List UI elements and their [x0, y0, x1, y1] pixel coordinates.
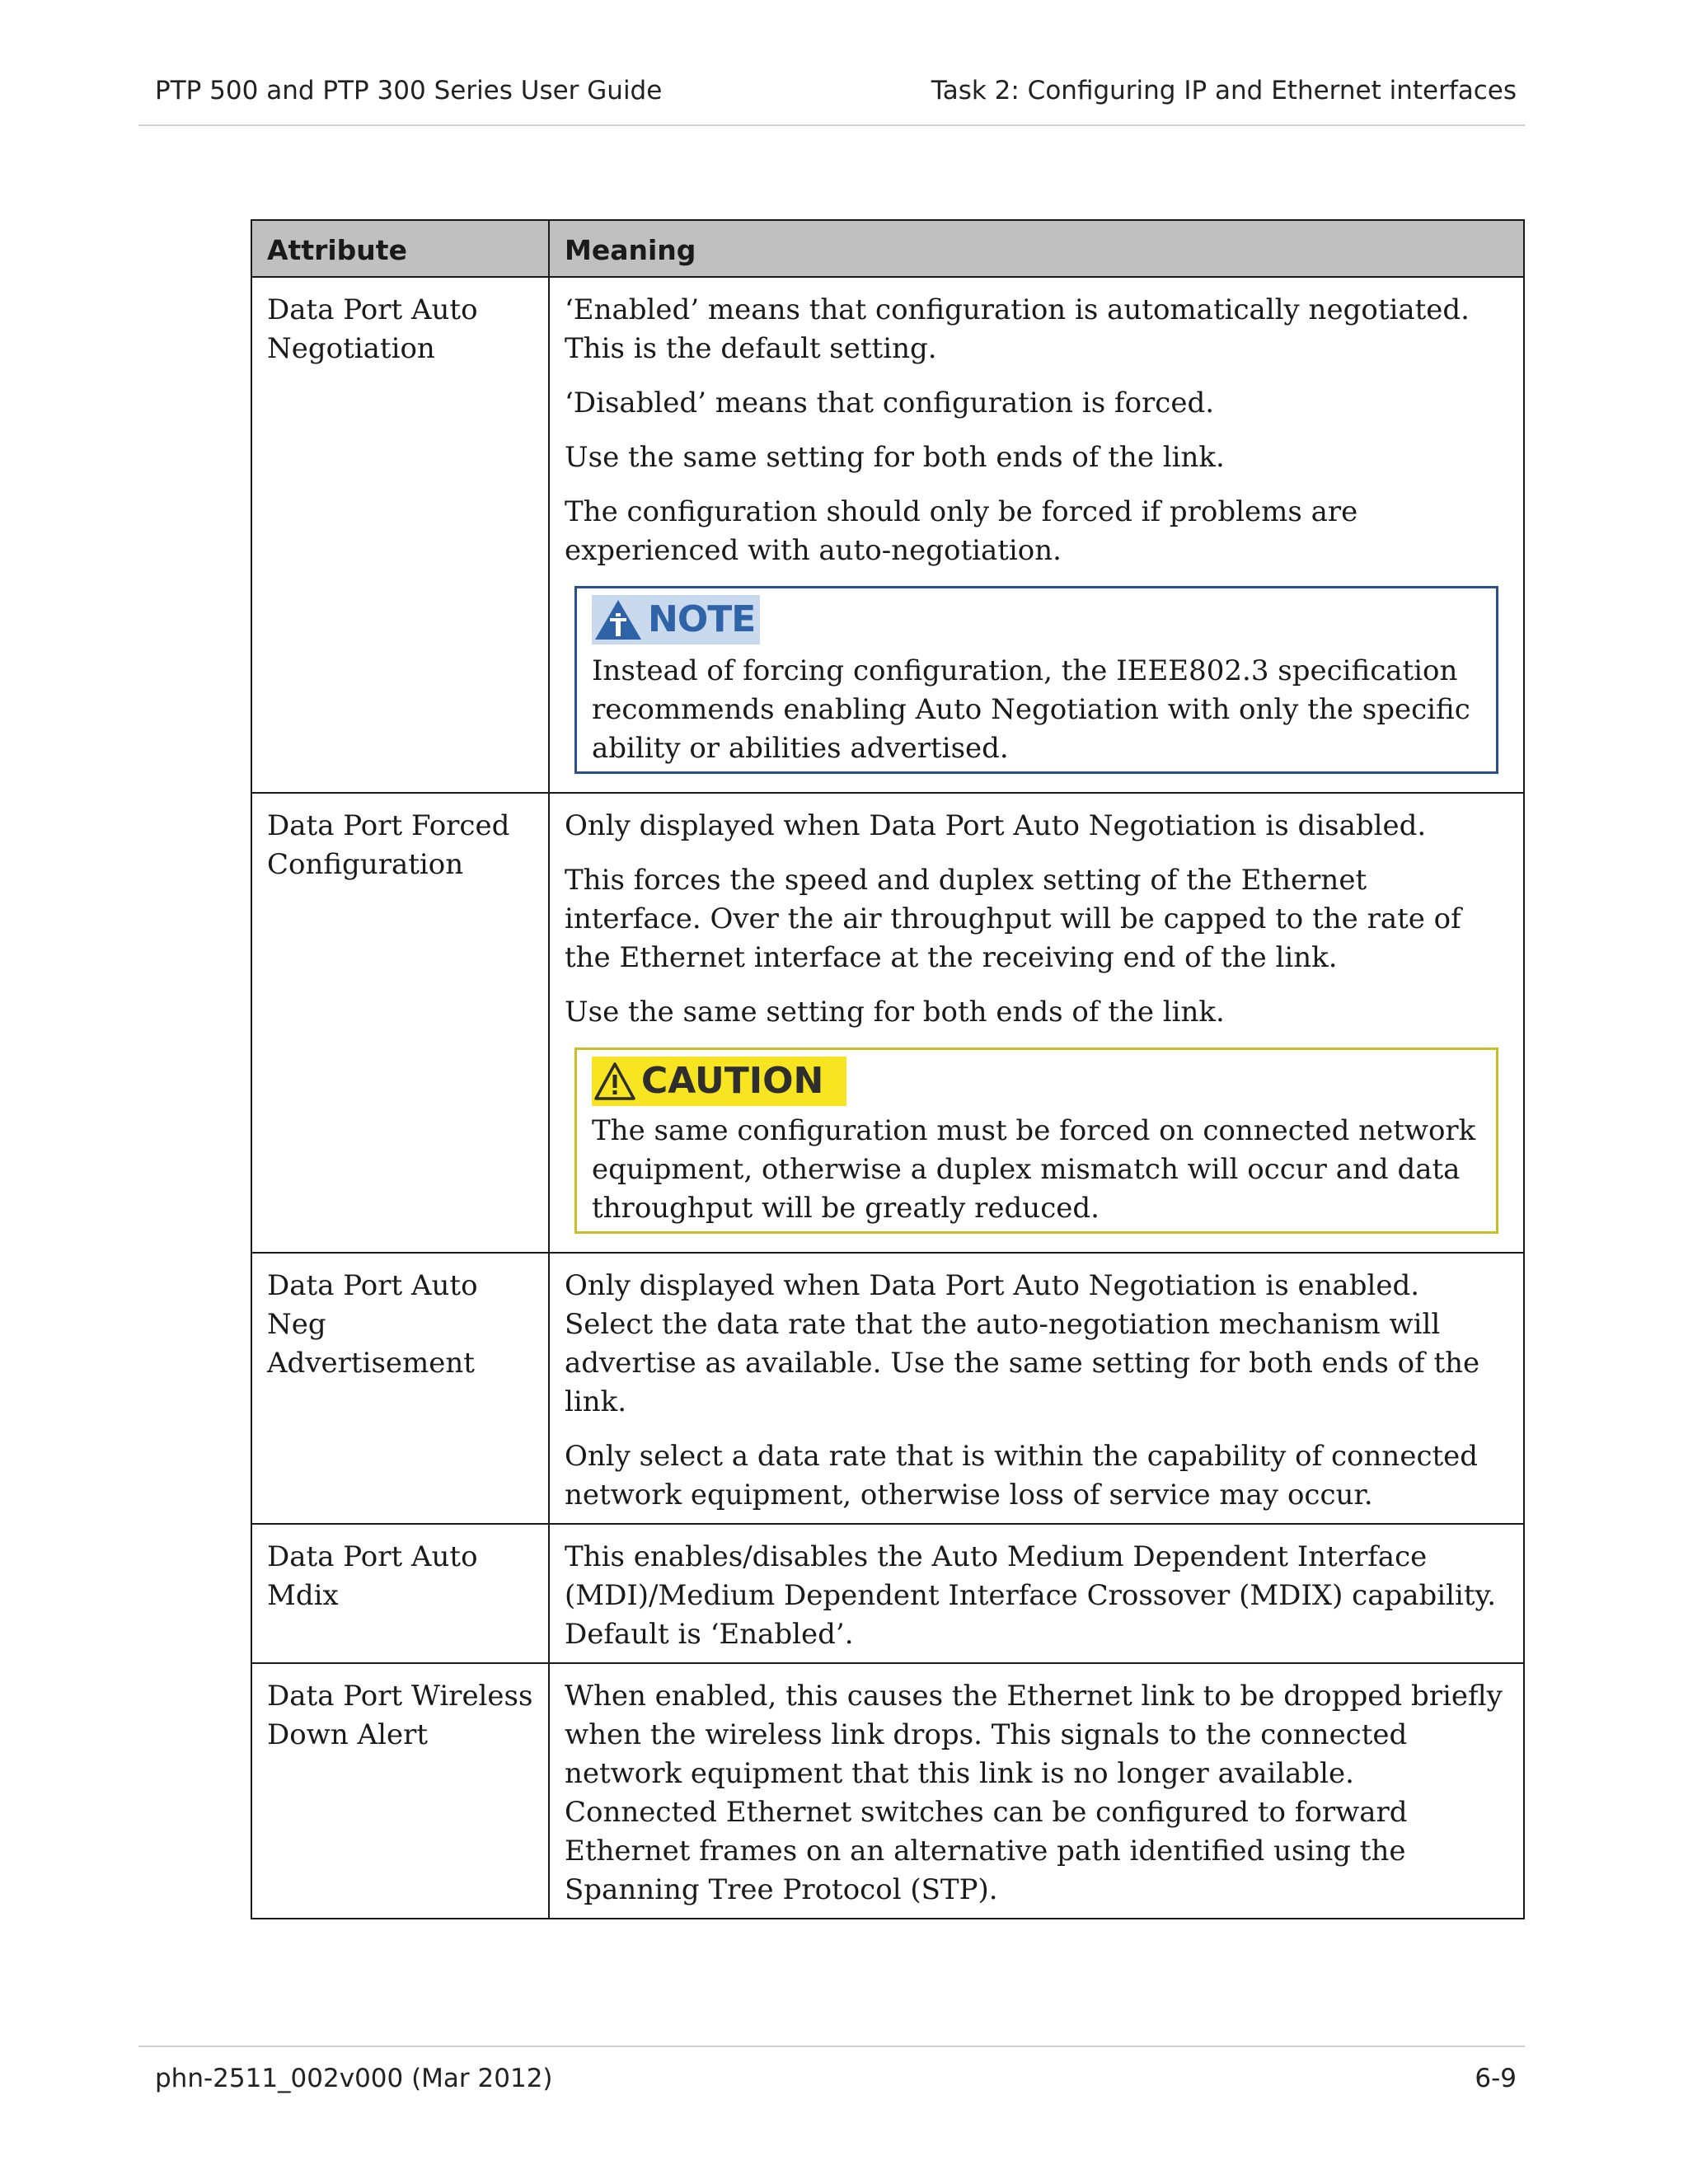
- meaning-paragraph: This enables/disables the Auto Medium Dependent Interface (MDI)/Medium Dependent Interface Crossover (MDIX) capability. Default is ‘Enabled’.: [565, 1540, 1497, 1651]
- meaning-paragraph: ‘Disabled’ means that configuration is forced.: [565, 387, 1215, 419]
- meaning-paragraph: Use the same setting for both ends of the link.: [565, 996, 1225, 1029]
- attribute-cell: Data Port Forced Configuration: [251, 793, 549, 1253]
- table-header-row: [251, 220, 1524, 277]
- attribute-cell: Data Port Auto Neg Advertisement: [251, 1253, 549, 1524]
- caution-text: The same configuration must be forced on connected network equipment, otherwise a duplex mismatch will occur and data throughput will be greatly reduced.: [592, 1114, 1476, 1225]
- attribute-cell: Data Port Auto Negotiation: [251, 277, 549, 793]
- header-section-title: Task 2: Configuring IP and Ethernet interfaces: [931, 76, 1517, 105]
- column-header-meaning: Meaning: [549, 220, 1524, 277]
- table-row: [251, 277, 1524, 793]
- header-divider: [138, 124, 1525, 126]
- meaning-cell: [549, 1663, 1524, 1919]
- meaning-cell: [549, 1253, 1524, 1524]
- caution-label-text: CAUTION: [641, 1060, 824, 1102]
- table-row: [251, 1524, 1524, 1663]
- table-row: [251, 1253, 1524, 1524]
- meaning-cell: [549, 793, 1524, 1253]
- note-callout: [574, 586, 1498, 774]
- warning-triangle-icon: [593, 1062, 636, 1101]
- meaning-paragraph: The configuration should only be forced if problems are experienced with auto-negotiation.: [565, 495, 1358, 567]
- meaning-cell: [549, 277, 1524, 793]
- attribute-cell: Data Port Wireless Down Alert: [251, 1663, 549, 1919]
- note-label-text: NOTE: [648, 598, 756, 640]
- note-icon: [593, 598, 643, 641]
- column-header-attribute: Attribute: [251, 220, 549, 277]
- attribute-cell: Data Port Auto Mdix: [251, 1524, 549, 1663]
- meaning-cell: [549, 1524, 1524, 1663]
- footer-document-id: phn-2511_002v000 (Mar 2012): [155, 2064, 553, 2093]
- meaning-paragraph: This forces the speed and duplex setting of the Ethernet interface. Over the air throughput will be capped to the rate of the Ethernet interface at the receiving end of the link.: [565, 864, 1461, 974]
- header-document-title: PTP 500 and PTP 300 Series User Guide: [155, 76, 663, 105]
- table-row: [251, 793, 1524, 1253]
- meaning-paragraph: Only displayed when Data Port Auto Negotiation is disabled.: [565, 809, 1427, 842]
- meaning-paragraph: ‘Enabled’ means that configuration is automatically negotiated. This is the default setting.: [565, 293, 1470, 365]
- caution-callout: [574, 1047, 1498, 1234]
- note-text: Instead of forcing configuration, the IEEE802.3 specification recommends enabling Auto Negotiation with only the specific ability or abilities advertised.: [592, 654, 1470, 765]
- meaning-paragraph: When enabled, this causes the Ethernet link to be dropped briefly when the wireless link drops. This signals to the connected network equipment that this link is no longer available. Connected Ethernet switches can be configured to forward Ethernet frames on an alternative path identified using the Spanning Tree Protocol (STP).: [565, 1680, 1503, 1906]
- meaning-paragraph: Only select a data rate that is within the capability of connected network equipment, otherwise loss of service may occur.: [565, 1440, 1479, 1511]
- meaning-paragraph: Only displayed when Data Port Auto Negotiation is enabled. Select the data rate that the auto-negotiation mechanism will advertise as available. Use the same setting for both ends of the link.: [565, 1269, 1480, 1418]
- note-label: [592, 595, 760, 644]
- table-row: [251, 1663, 1524, 1919]
- meaning-paragraph: Use the same setting for both ends of the link.: [565, 441, 1225, 474]
- attribute-table: [251, 219, 1525, 1919]
- page-number: 6-9: [1475, 2064, 1517, 2093]
- caution-label: [592, 1057, 846, 1106]
- footer-divider: [138, 2046, 1525, 2047]
